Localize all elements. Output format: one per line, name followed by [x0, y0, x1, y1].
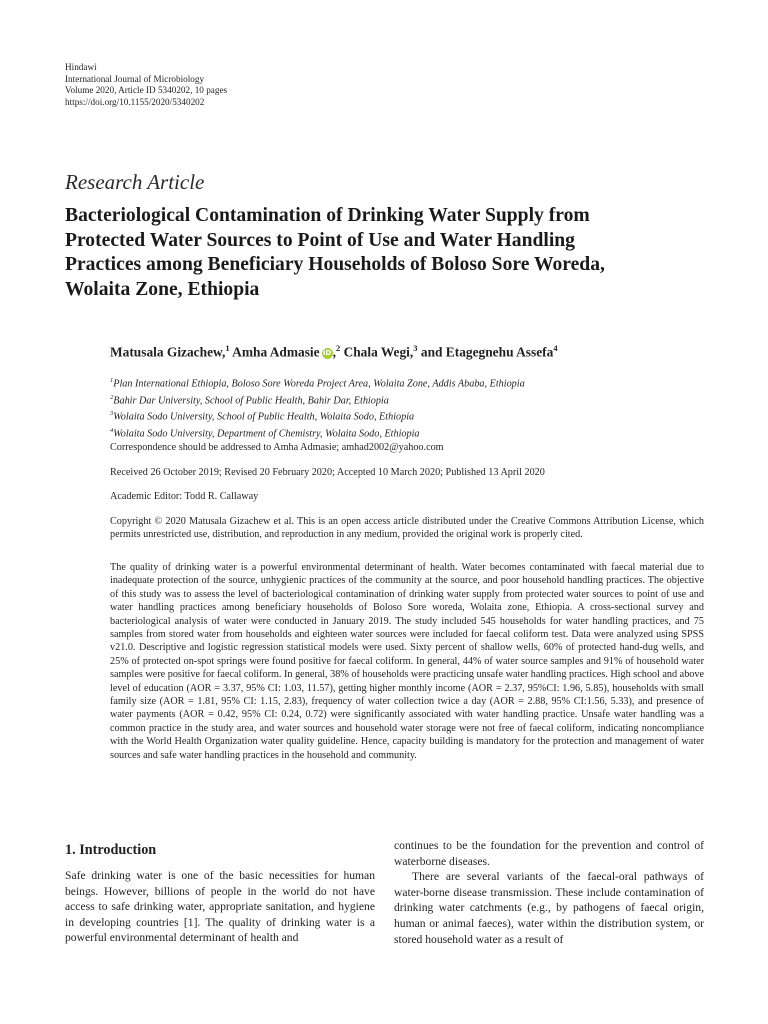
author-affil-number: 1 — [225, 343, 230, 353]
affiliation-text: Wolaita Sodo University, School of Public Health, Wolaita Sodo, Ethiopia — [113, 411, 415, 423]
article-type: Research Article — [65, 170, 205, 194]
title-line: Practices among Beneficiary Households of Boloso Sore Woreda, — [65, 254, 605, 276]
author-name: Chala Wegi, — [343, 344, 414, 360]
body-column-right — [394, 838, 704, 947]
title-line: Protected Water Sources to Point of Use and Water Handling — [65, 229, 575, 251]
correspondence: Correspondence should be addressed to Amha Admasie; amhad2002@yahoo.com — [110, 442, 444, 453]
author-name: and Etagegnehu Assefa — [420, 344, 554, 360]
orcid-icon[interactable]: iD — [322, 349, 332, 358]
affiliation — [110, 407, 525, 424]
body-column-left — [65, 868, 375, 946]
affiliation-text: Plan International Ethiopia, Boloso Sore Woreda Project Area, Wolaita Zone, Addis Ababa, Ethiopia — [113, 378, 525, 390]
doi-link[interactable]: https://doi.org/10.1155/2020/5340202 — [65, 96, 205, 107]
title-line: Wolaita Zone, Ethiopia — [65, 279, 260, 301]
body-paragraph: continues to be the foundation for the prevention and control of waterborne diseases. — [394, 839, 704, 868]
journal-header — [65, 62, 227, 108]
affiliation — [110, 424, 525, 441]
author-list — [110, 343, 558, 360]
affiliations — [110, 374, 525, 441]
article-title — [65, 204, 715, 303]
affiliation — [110, 374, 525, 391]
author-affil-number: 4 — [553, 343, 558, 353]
publication-dates: Received 26 October 2019; Revised 20 February 2020; Accepted 10 March 2020; Published 13 April 2020 — [110, 467, 545, 478]
author-name: Matusala Gizachew, — [110, 344, 226, 360]
journal-name: International Journal of Microbiology — [65, 73, 205, 84]
affiliation-number: 4 — [110, 427, 114, 435]
author-separator: , — [332, 344, 336, 360]
volume-line: Volume 2020, Article ID 5340202, 10 pages — [65, 85, 228, 96]
affiliation — [110, 391, 525, 408]
author-affil-number: 2 — [335, 343, 341, 353]
body-paragraph: Safe drinking water is one of the basic necessities for human beings. However, billions of people in the world do not have access to safe drinking water, appropriate sanitation, and hygiene in developing countries [1]. The quality of drinking water is a powerful environmental determinant of health and — [65, 869, 375, 945]
section-heading: 1. Introduction — [65, 842, 157, 858]
academic-editor: Academic Editor: Todd R. Callaway — [110, 491, 259, 502]
title-line: Bacteriological Contamination of Drinking Water Supply from — [65, 205, 590, 226]
affiliation-text: Wolaita Sodo University, Department of Chemistry, Wolaita Sodo, Ethiopia — [113, 428, 420, 440]
author-affil-number: 3 — [413, 343, 418, 353]
affiliation-number: 1 — [110, 377, 114, 384]
publisher-name: Hindawi — [65, 62, 97, 72]
body-paragraph: There are several variants of the faecal-oral pathways of water-borne disease transmission. These include contamination of drinking water catchments (e.g., by pathogens of faecal origin, human or animal faeces), water within the distribution system, or stored household water as a result of — [394, 870, 704, 946]
affiliation-text: Bahir Dar University, School of Public Health, Bahir Dar, Ethiopia — [113, 395, 389, 407]
author-name: Amha Admasie — [232, 344, 320, 360]
copyright-notice: Copyright © 2020 Matusala Gizachew et al. This is an open access article distributed under the Creative Commons Attribution License, which permits unrestricted use, distribution, and reproduction in any medium, provided the original work is properly cited. — [110, 516, 704, 541]
abstract: The quality of drinking water is a powerful environmental determinant of health. Water becomes contaminated with faecal material due to inadequate protection of the source, unhygienic practices of the community at the source, and poor household handling practices. The objective of this study was to assess the level of bacteriological contamination of drinking water supply from protected water sources to point of use and water handling practices among beneficiary households of Boloso Sore woreda, Wolaita zone, Ethiopia. A cross-sectional survey and bacteriological analysis of water were conducted in January 2019. The study included 545 households for water handling practices, and 75 samples from stored water from households and eighteen water sources were included for faecal coliform test. Data were analyzed using SPSS v21.0. Descriptive and logistic regression statistical models were used. Sixty percent of shallow wells, 60% of protected hand-dug wells, and 25% of protected on-spot springs were found positive for faecal coliform. In general, 44% of water source samples and 91% of household water samples were positive for faecal coliform. In general, 38% of households were practicing unsafe water handling practices. High school and above level of education (AOR = 3.37, 95% CI: 1.03, 11.57), getting higher monthly income (AOR = 2.37, 95%CI: 1.96, 5.85), households with small family size (AOR = 1.81, 95% CI: 1.15, 2.83), frequency of water collection twice a day (AOR = 2.88, 95% CI:1.56, 5.33), and presence of water payments (AOR = 0.42, 95% CI: 0.24, 0.72) were significantly associated with water handling practice. Unsafe water handling was a common practice in the study area, and water sources and household water storage were not free of faecal coliform, indicating noncompliance with the World Health Organization water quality guideline. Hence, capacity building is mandatory for the protection and management of water sources and safe water handling practices in the household and community. — [110, 562, 704, 761]
affiliation-number: 2 — [110, 393, 114, 401]
affiliation-number: 3 — [110, 410, 114, 418]
